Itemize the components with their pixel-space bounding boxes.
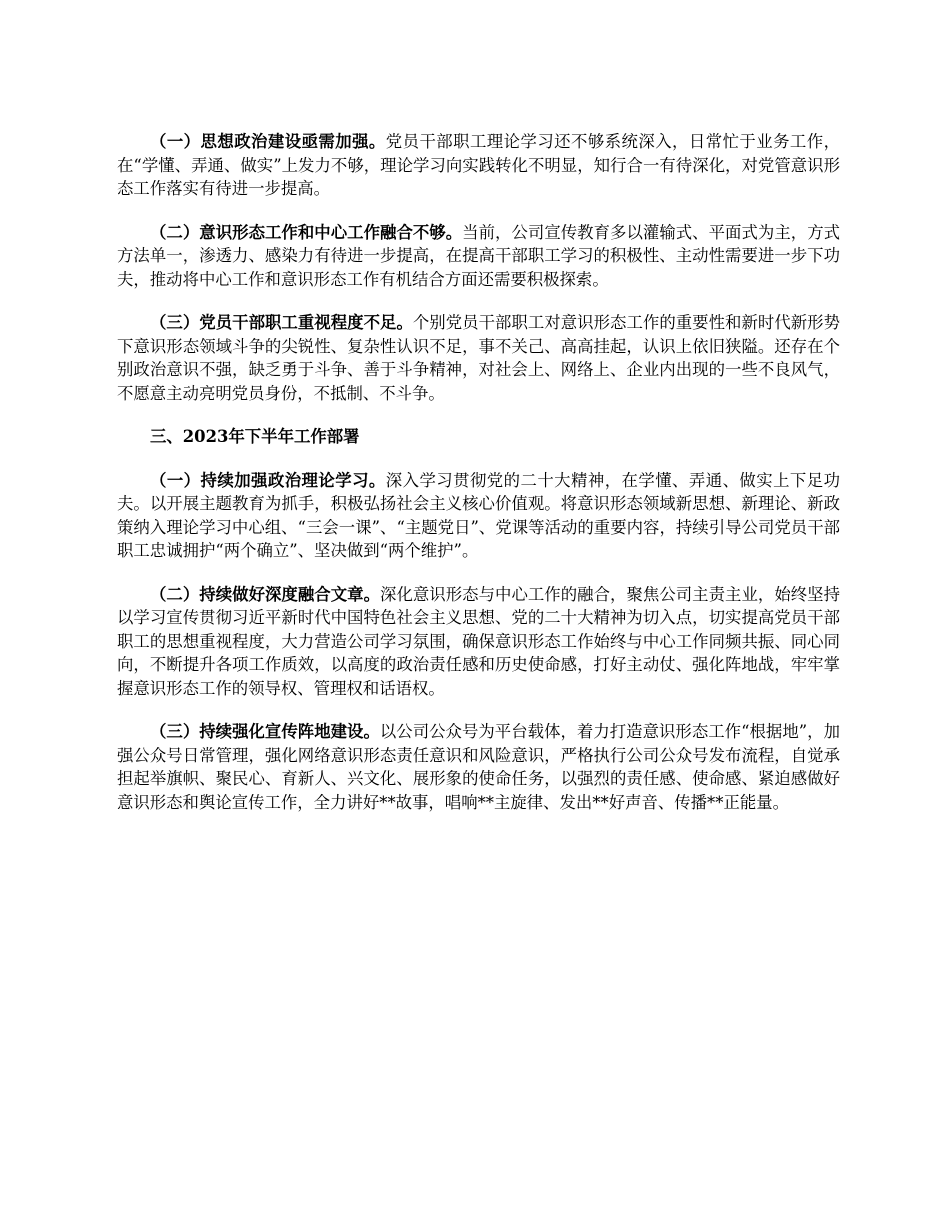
paragraph-deep-integration bbox=[117, 583, 840, 701]
paragraph-integration-insufficient bbox=[117, 221, 840, 292]
paragraph-text: 深入学习贯彻党的二十大精神，在学懂、弄通、做实上下足功夫。以开展主题教育为抓手，积极弘扬社会主义核心价值观。将意识形态领域新思想、新理论、新政策纳入理论学习中心组、“三会一课”、“主题党日”、党课等活动的重要内容，持续引导公司党员干部职工忠诚拥护“两个确立”、坚决做到“两个维护”。 bbox=[117, 470, 841, 560]
section-heading: 三、2023年下半年工作部署 bbox=[150, 427, 360, 446]
paragraph-lead: （一）思想政治建设亟需加强。 bbox=[150, 132, 386, 151]
paragraph-attention-insufficient bbox=[117, 311, 840, 405]
paragraph-text: 个别党员干部职工对意识形态工作的重要性和新时代新形势下意识形态领域斗争的尖锐性、复杂性认识不足，事不关己、高高挂起，认识上依旧狭隘。还存在个别政治意识不强，缺乏勇于斗争、善于斗争精神，对社会上、网络上、企业内出现的一些不良风气，不愿意主动亮明党员身份，不抵制、不斗争。 bbox=[117, 313, 841, 403]
paragraph-lead: （三）党员干部职工重视程度不足。 bbox=[150, 313, 413, 332]
paragraph-lead: （二）持续做好深度融合文章。 bbox=[150, 584, 381, 604]
paragraph-text: 当前，公司宣传教育多以灌输式、平面式为主，方式方法单一，渗透力、感染力有待进一步提高，在提高干部职工学习的积极性、主动性需要进一步下功夫，推动将中心工作和意识形态工作有机结合方面还需要积极探索。 bbox=[117, 222, 841, 289]
paragraph-text: 以公司公众号为平台载体，着力打造意识形态工作“根据地”，加强公众号日常管理，强化网络意识形态责任意识和风险意识，严格执行公司公众号发布流程，自觉承担起举旗帜、聚民心、育新人、兴文化、展形象的使命任务，以强烈的责任感、使命感、紧迫感做好意识形态和舆论宣传工作，全力讲好**故事，唱响**主旋律、发出**好声音、传播**正能量。 bbox=[117, 722, 840, 812]
document-page bbox=[117, 130, 840, 834]
paragraph-ideological-political-construction bbox=[117, 130, 840, 201]
paragraph-lead: （二）意识形态工作和中心工作融合不够。 bbox=[150, 222, 463, 242]
paragraph-lead: （三）持续强化宣传阵地建设。 bbox=[150, 722, 380, 741]
paragraph-lead: （一）持续加强政治理论学习。 bbox=[150, 470, 386, 490]
paragraph-text: 党员干部职工理论学习还不够系统深入，日常忙于业务工作，在“学懂、弄通、做实”上发力不够，理论学习向实践转化不明显，知行合一有待深化，对党管意识形态工作落实有待进一步提高。 bbox=[117, 132, 841, 198]
paragraph-publicity-platform bbox=[117, 720, 840, 814]
paragraph-text: 深化意识形态与中心工作的融合，聚焦公司主责主业，始终坚持以学习宣传贯彻习近平新时代中国特色社会主义思想、党的二十大精神为切入点，切实提高党员干部职工的思想重视程度，大力营造公司学习氛围，确保意识形态工作始终与中心工作同频共振、同心同向，不断提升各项工作质效，以高度的政治责任感和历史使命感，打好主动仗、强化阵地战，牢牢掌握意识形态工作的领导权、管理权和话语权。 bbox=[117, 584, 841, 698]
paragraph-theory-study bbox=[117, 469, 840, 563]
